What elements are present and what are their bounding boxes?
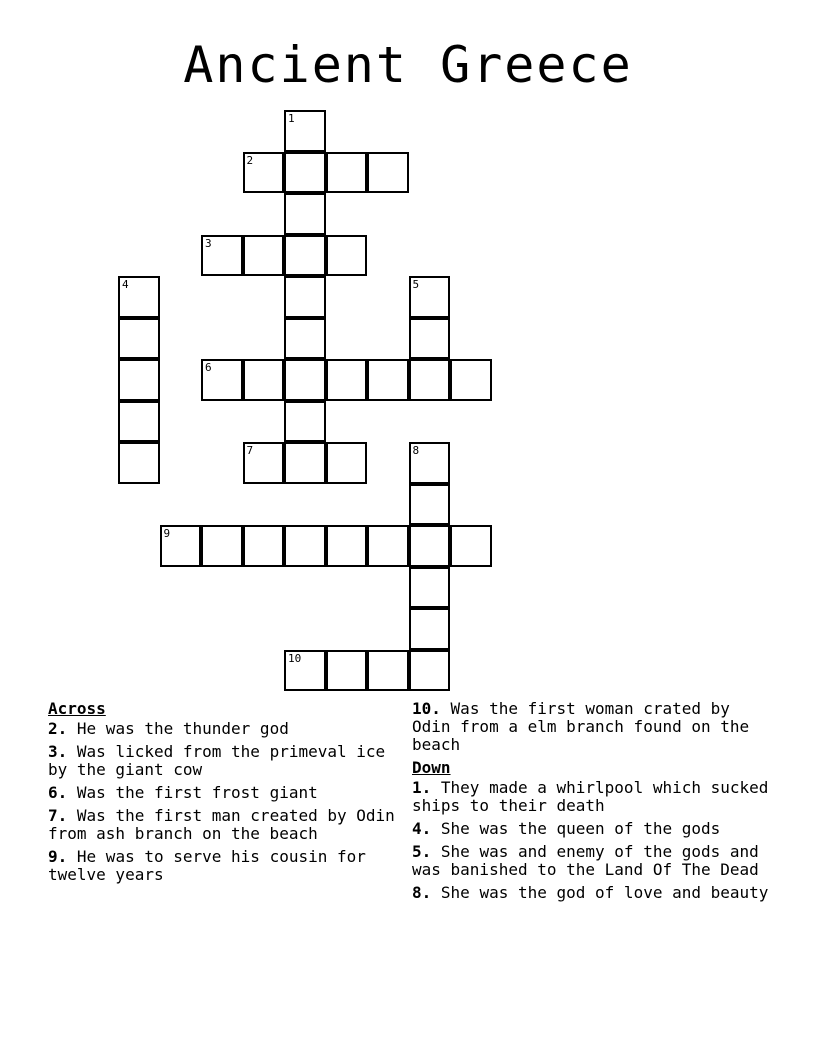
grid-cell[interactable] — [367, 650, 409, 692]
grid-cell[interactable] — [118, 401, 160, 443]
puzzle-title: Ancient Greece — [183, 36, 633, 94]
clue-number-label: 8 — [412, 444, 420, 457]
grid-cell[interactable] — [243, 359, 285, 401]
across-heading: Across — [48, 699, 106, 718]
clue-across-6: 6. Was the first frost giant — [48, 783, 318, 802]
clue-number-label: 7 — [246, 444, 254, 457]
clue-number-label: 4 — [122, 278, 129, 291]
clue-number-label: 9 — [163, 527, 171, 540]
grid-cell[interactable] — [284, 276, 326, 318]
clue-number-label: 6 — [205, 361, 212, 374]
grid-cell[interactable] — [326, 235, 368, 277]
grid-cell[interactable] — [118, 318, 160, 360]
grid-cell[interactable] — [284, 650, 326, 692]
down-heading: Down — [412, 758, 451, 777]
grid-cell[interactable] — [326, 152, 368, 194]
clue-across-2: 2. He was the thunder god — [48, 719, 289, 738]
grid-cell[interactable] — [243, 235, 285, 277]
grid-cell[interactable] — [284, 318, 326, 360]
grid-cell[interactable] — [450, 359, 492, 401]
grid-cell[interactable] — [201, 525, 243, 567]
grid-cell[interactable] — [201, 359, 243, 401]
grid-cell[interactable] — [284, 152, 326, 194]
grid-cell[interactable] — [284, 525, 326, 567]
grid-cell[interactable] — [450, 525, 492, 567]
grid-cell[interactable] — [284, 235, 326, 277]
grid-cell[interactable] — [409, 359, 451, 401]
grid-cell[interactable] — [284, 401, 326, 443]
clues-right-column — [412, 700, 772, 907]
clue-down-4: 4. She was the queen of the gods — [412, 819, 721, 838]
grid-cell[interactable] — [160, 525, 202, 567]
grid-cell[interactable] — [326, 359, 368, 401]
grid-cell[interactable] — [284, 110, 326, 152]
grid-cell[interactable] — [409, 318, 451, 360]
clue-number-label: 1 — [288, 112, 295, 125]
clue-number-label: 10 — [288, 651, 302, 665]
grid-cell[interactable] — [409, 442, 451, 484]
grid-cell[interactable] — [243, 152, 285, 194]
clues-left-column — [48, 700, 398, 889]
grid-cell[interactable] — [409, 276, 451, 318]
clue-number-label: 3 — [205, 236, 212, 250]
grid-cell[interactable] — [409, 608, 451, 650]
clue-number-label: 5 — [412, 278, 420, 291]
grid-cell[interactable] — [118, 442, 160, 484]
grid-cell[interactable] — [243, 442, 285, 484]
grid-cell[interactable] — [201, 235, 243, 277]
grid-cell[interactable] — [409, 484, 451, 526]
grid-cell[interactable] — [367, 525, 409, 567]
grid-cell[interactable] — [284, 442, 326, 484]
grid-cell[interactable] — [118, 276, 160, 318]
clue-down-8: 8. She was the god of love and beauty — [412, 883, 769, 902]
clue-down-1: 1. They made a whirlpool which sucked ships to their death — [412, 778, 769, 815]
grid-cell[interactable] — [284, 193, 326, 235]
grid-cell[interactable] — [367, 359, 409, 401]
grid-cell[interactable] — [243, 525, 285, 567]
clue-across-10: 10. Was the first woman crated by Odin from a elm branch found on the beach — [412, 699, 750, 754]
clue-across-7: 7. Was the first man created by Odin from ash branch on the beach — [48, 806, 395, 843]
grid-cell[interactable] — [118, 359, 160, 401]
grid-cell[interactable] — [326, 525, 368, 567]
grid-cell[interactable] — [326, 442, 368, 484]
clue-across-3: 3. Was licked from the primeval ice by the giant cow — [48, 742, 386, 779]
grid-cell[interactable] — [409, 525, 451, 567]
grid-cell[interactable] — [367, 152, 409, 194]
clue-number-label: 2 — [246, 153, 254, 167]
clue-down-5: 5. She was and enemy of the gods and was banished to the Land Of The Dead — [412, 842, 759, 879]
grid-cell[interactable] — [326, 650, 368, 692]
grid-cell[interactable] — [284, 359, 326, 401]
clue-across-9: 9. He was to serve his cousin for twelve years — [48, 847, 366, 884]
grid-cell[interactable] — [409, 650, 451, 692]
grid-cell[interactable] — [409, 567, 451, 609]
